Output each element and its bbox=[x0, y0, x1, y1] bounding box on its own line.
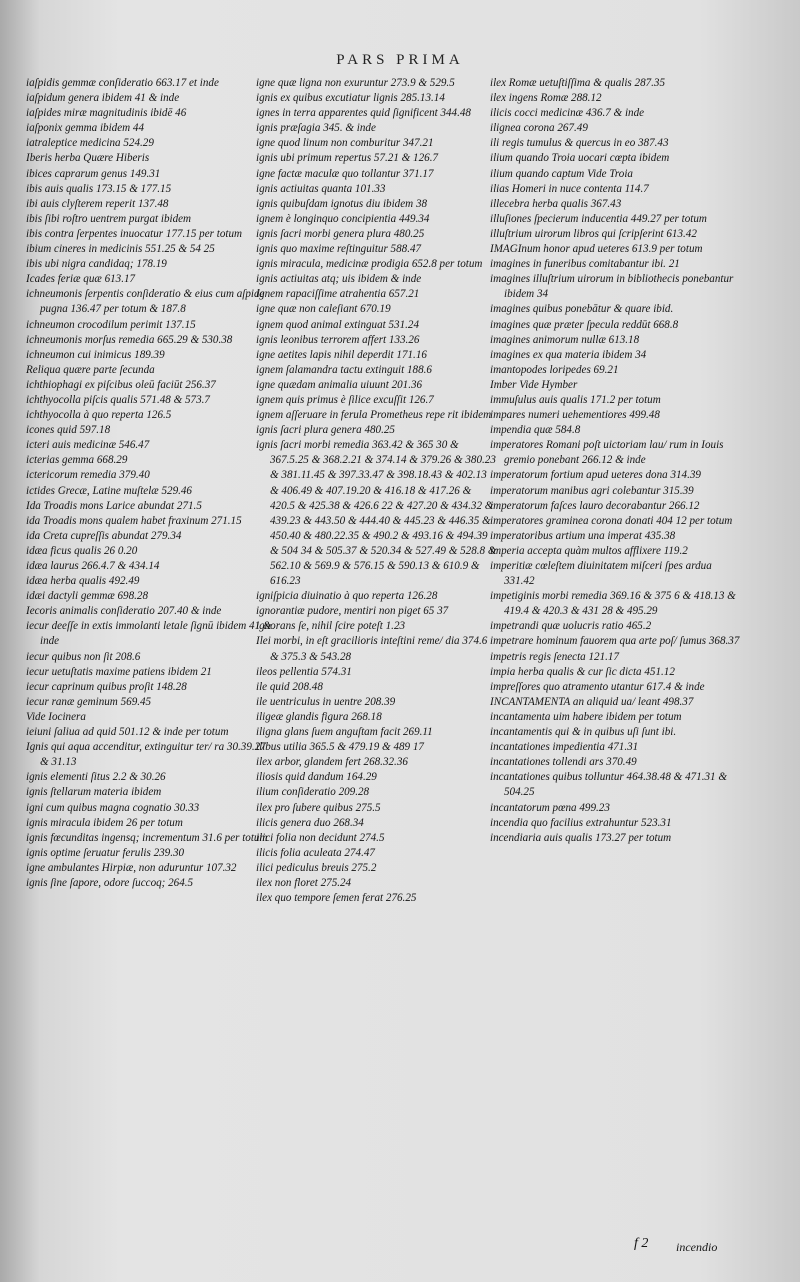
index-entry: iaſpides miræ magnitudinis ibidē 46 bbox=[26, 107, 187, 120]
index-entry: iaſpidis gemmæ conſideratio 663.17 et inde bbox=[26, 77, 219, 89]
index-entry: ibices caprarum genus 149.31 bbox=[26, 167, 161, 180]
index-entry: iliosis quid dandum 164.29 bbox=[256, 771, 377, 784]
index-entry: imperatores graminea corona donati 404 12 per totum bbox=[490, 514, 733, 527]
index-entry: incendia quo facilius extrahuntur 523.31 bbox=[490, 816, 672, 829]
index-entry: imperia accepta quàm multos afflixere 119.2 bbox=[490, 544, 688, 557]
index-entry: incantationes quibus tolluntur 464.38.48 & 471.31 & 504.25 bbox=[490, 771, 727, 799]
index-entry: imperatorum fortium apud ueteres dona 314.39 bbox=[490, 469, 701, 482]
index-entry: igne quæ non caleſiant 670.19 bbox=[256, 303, 391, 316]
index-entry: imagines animorum nullæ 613.18 bbox=[490, 333, 640, 346]
index-entry: Iecoris animalis conſideratio 207.40 & inde bbox=[26, 605, 222, 618]
catchword: incendio bbox=[676, 1240, 718, 1254]
index-entry: ichneumonis ſerpentis conſideratio & eius cum aſpide pugna 136.47 per totum & 187.8 bbox=[26, 288, 265, 316]
index-entry: impetrandi quæ uolucris ratio 465.2 bbox=[490, 620, 652, 633]
index-entry: ichthiophagi ex piſcibus oleū faciūt 256.37 bbox=[26, 378, 216, 391]
index-entry: idæa laurus 266.4.7 & 434.14 bbox=[26, 560, 160, 572]
index-column-2 bbox=[256, 76, 498, 906]
index-entry: icones quid 597.18 bbox=[26, 424, 111, 437]
index-column-3 bbox=[490, 76, 740, 846]
index-entry: igne quædam animalia uiuunt 201.36 bbox=[256, 378, 423, 391]
index-entry: impendia quæ 584.8 bbox=[490, 424, 581, 437]
index-entry: ibis ſibi roſtro uentrem purgat ibidem bbox=[26, 212, 192, 225]
index-entry: igne ambulantes Hirpiæ, non aduruntur 107.32 bbox=[26, 861, 237, 874]
index-entry: ida Creta cupreſſis abundat 279.34 bbox=[26, 529, 182, 542]
index-entry: igni cum quibus magna cognatio 30.33 bbox=[26, 801, 200, 814]
index-entry: iecur uetuſtatis maxime patiens ibidem 21 bbox=[26, 665, 212, 678]
index-entry: ilicis genera duo 268.34 bbox=[256, 816, 364, 829]
index-entry: iligeæ glandis figura 268.18 bbox=[256, 710, 382, 723]
index-entry: ignes in terra apparentes quid ſignificent 344.48 bbox=[256, 107, 471, 120]
index-entry: ichthyocolla à quo reperta 126.5 bbox=[26, 409, 172, 422]
index-entry: ignis quibuſdam ignotus diu ibidem 38 bbox=[256, 197, 428, 210]
index-entry: ilici folia non decidunt 274.5 bbox=[256, 831, 385, 844]
index-entry: ictericorum remedia 379.40 bbox=[26, 469, 150, 482]
index-entry: Ignis qui aqua accenditur, extinguitur ter/ ra 30.39.27 & 31.13 bbox=[26, 741, 266, 769]
index-entry: ignis optime ſeruatur ferulis 239.30 bbox=[26, 846, 185, 859]
index-entry: iecur deeſſe in extis immolanti letale ſignū ibidem 41 & inde bbox=[26, 620, 272, 648]
index-entry: iligna glans ſuem anguſtam facit 269.11 bbox=[256, 726, 433, 739]
index-entry: ignorans ſe, nihil ſcire poteſt 1.23 bbox=[256, 620, 406, 633]
index-entry: ile uentriculus in uentre 208.39 bbox=[256, 695, 396, 708]
index-entry: ignis ſtellarum materia ibidem bbox=[26, 786, 162, 799]
index-entry: imagines in funeribus comitabantur ibi. 21 bbox=[490, 258, 680, 271]
index-entry: ignis elementi ſitus 2.2 & 30.26 bbox=[26, 771, 166, 784]
index-entry: icterias gemma 668.29 bbox=[26, 454, 128, 467]
index-entry: ilex arbor, glandem fert 268.32.36 bbox=[256, 756, 408, 769]
index-entry: incendiaria auis qualis 173.27 per totum bbox=[490, 831, 672, 844]
index-entry: ilex pro ſubere quibus 275.5 bbox=[256, 801, 381, 814]
index-entry: Iberis herba Quære Hiberis bbox=[26, 152, 150, 165]
index-entry: incantatorum pœna 499.23 bbox=[490, 801, 610, 814]
index-entry: ilium conſideratio 209.28 bbox=[256, 786, 370, 799]
index-entry: ichneumon cui inimicus 189.39 bbox=[26, 348, 165, 361]
signature-mark: f 2 bbox=[634, 1236, 649, 1251]
index-entry: ili regis tumulus & quercus in eo 387.43 bbox=[490, 137, 669, 150]
index-entry: ignis ſacri plura genera 480.25 bbox=[256, 424, 395, 437]
index-entry: ieiuni ſaliua ad quid 501.12 & inde per totum bbox=[26, 726, 229, 739]
index-entry: ignis præſagia 345. & inde bbox=[256, 122, 376, 135]
index-entry: impetrare hominum fauorem qua arte poſ/ ſumus 368.37 bbox=[490, 635, 740, 648]
index-entry: imagines illuſtrium uirorum in bibliothecis ponebantur ibidem 34 bbox=[490, 273, 734, 301]
index-entry: ichneumonis morſus remedia 665.29 & 530.38 bbox=[26, 333, 233, 346]
index-entry: impares numeri uehementiores 499.48 bbox=[490, 409, 660, 422]
index-entry: igne quod linum non comburitur 347.21 bbox=[256, 137, 434, 150]
index-entry: illecebra herba qualis 367.43 bbox=[490, 197, 622, 210]
index-entry: Reliqua quære parte ſecunda bbox=[26, 363, 155, 376]
index-entry: IMAGInum honor apud ueteres 613.9 per totum bbox=[490, 243, 703, 256]
index-entry: ignem quis primus è ſilice excuſſit 126.7 bbox=[256, 393, 434, 406]
index-entry: incantationes impedientia 471.31 bbox=[490, 741, 639, 754]
index-entry: ilicis folia aculeata 274.47 bbox=[256, 846, 375, 859]
index-entry: igne aetites lapis nihil deperdit 171.16 bbox=[256, 348, 427, 361]
index-entry: ibi auis clyſterem reperit 137.48 bbox=[26, 197, 169, 210]
index-entry: ignem aſſeruare in ferula Prometheus repe rit ibidem bbox=[256, 409, 492, 422]
index-entry: ignis actiuitas atq; uis ibidem & inde bbox=[256, 273, 422, 286]
index-entry: Ilei morbi, in eſt gracilioris inteſtini reme/ dia 374.6 & 375.3 & 543.28 bbox=[256, 635, 488, 663]
index-entry: ignem ſalamandra tactu extinguit 188.6 bbox=[256, 363, 432, 376]
index-entry: ilium quando captum Vide Troia bbox=[490, 167, 633, 180]
index-entry: igne quæ ligna non exuruntur 273.9 & 529.5 bbox=[256, 77, 455, 89]
index-entry: ignis ſacri morbi genera plura 480.25 bbox=[256, 227, 425, 240]
index-entry: ignorantiæ pudore, mentiri non piget 65 37 bbox=[256, 605, 449, 618]
index-entry: ilex non floret 275.24 bbox=[256, 876, 352, 889]
index-entry: impreſſores quo atramento utantur 617.4 & inde bbox=[490, 680, 705, 693]
index-entry: ignis fœcunditas ingensq; incrementum 31.6 per totum bbox=[26, 831, 268, 844]
index-entry: igniſpicia diuinatio à quo reperta 126.28 bbox=[256, 590, 438, 603]
index-entry: iatraleptice medicina 524.29 bbox=[26, 137, 154, 150]
running-head: PARS PRIMA bbox=[336, 52, 464, 68]
index-entry: ileos pellentia 574.31 bbox=[256, 665, 352, 678]
index-entry: ibium cineres in medicinis 551.25 & 54 25 bbox=[26, 243, 215, 256]
index-entry: ignem rapaciſſime atrahentia 657.21 bbox=[256, 288, 420, 301]
index-entry: incantamentis qui & in quibus uſi ſunt ibi. bbox=[490, 726, 677, 739]
index-entry: Imber Vide Hymber bbox=[490, 378, 578, 391]
index-entry: ile quid 208.48 bbox=[256, 680, 323, 693]
index-entry: Icades feriæ quæ 613.17 bbox=[26, 273, 136, 286]
index-entry: imagines ex qua materia ibidem 34 bbox=[490, 348, 647, 361]
index-entry: impetiginis morbi remedia 369.16 & 375 6 & 418.13 & 419.4 & 420.3 & 431 28 & 495.29 bbox=[490, 590, 736, 618]
index-entry: ilias Homeri in nuce contenta 114.7 bbox=[490, 182, 649, 195]
index-entry: iaſpidum genera ibidem 41 & inde bbox=[26, 92, 180, 105]
index-entry: incantationes tollendi ars 370.49 bbox=[490, 756, 637, 769]
index-entry: Ida Troadis mons Larice abundat 271.5 bbox=[26, 499, 202, 512]
index-entry: ichthyocolla piſcis qualis 571.48 & 573.7 bbox=[26, 393, 210, 406]
index-entry: iecur quibus non ſit 208.6 bbox=[26, 650, 141, 663]
index-entry: imperatoribus artium una imperat 435.38 bbox=[490, 529, 676, 542]
index-entry: ilicis cocci medicinæ 436.7 & inde bbox=[490, 107, 645, 120]
index-entry: ignis quo maxime reſtinguitur 588.47 bbox=[256, 243, 422, 256]
index-entry: ignis ex quibus excutiatur lignis 285.13.14 bbox=[256, 92, 445, 105]
index-entry: illuſtrium uirorum libros qui ſcripſerint 613.42 bbox=[490, 227, 697, 240]
index-entry: iecur caprinum quibus proſit 148.28 bbox=[26, 680, 187, 693]
index-entry: imperatorum faſces lauro decorabantur 266.12 bbox=[490, 499, 700, 512]
index-entry: illuſiones ſpecierum inducentia 449.27 per totum bbox=[490, 212, 707, 225]
index-entry: imagines quæ præter ſpecula reddūt 668.8 bbox=[490, 318, 679, 331]
index-entry: ilignea corona 267.49 bbox=[490, 122, 588, 135]
index-entry: Vide Iocinera bbox=[26, 710, 86, 723]
index-entry: ignis leonibus terrorem affert 133.26 bbox=[256, 333, 420, 346]
index-entry: ictides Grecæ, Latine muſtelæ 529.46 bbox=[26, 484, 192, 497]
index-entry: INCANTAMENTA an aliquid ua/ leant 498.37 bbox=[490, 695, 694, 708]
index-entry: ignem quod animal extinguat 531.24 bbox=[256, 318, 419, 331]
index-entry: ilex ingens Romæ 288.12 bbox=[490, 92, 602, 105]
index-entry: ilibus utilia 365.5 & 479.19 & 489 17 bbox=[256, 741, 424, 754]
index-entry: ilex quo tempore ſemen ferat 276.25 bbox=[256, 892, 417, 905]
index-entry: ilici pediculus breuis 275.2 bbox=[256, 861, 377, 874]
index-entry: ichneumon crocodilum perimit 137.15 bbox=[26, 318, 196, 331]
index-entry: immuſulus auis qualis 171.2 per totum bbox=[490, 393, 661, 406]
index-entry: ignis actiuitas quanta 101.33 bbox=[256, 182, 386, 195]
index-entry: imperitiæ cœleſtem diuinitatem miſceri ſpes ardua 331.42 bbox=[490, 560, 712, 588]
index-entry: imantopodes loripedes 69.21 bbox=[490, 363, 619, 376]
index-entry: ignis miracula ibidem 26 per totum bbox=[26, 816, 183, 829]
index-entry: impia herba qualis & cur ſic dicta 451.12 bbox=[490, 665, 675, 678]
index-entry: ilex Romæ uetuſtiſſima & qualis 287.35 bbox=[490, 77, 666, 89]
index-entry: imagines quibus ponebātur & quare ibid. bbox=[490, 303, 674, 316]
index-entry: igne factæ maculæ quo tollantur 371.17 bbox=[256, 167, 434, 180]
index-entry: ignem è longinquo concipientia 449.34 bbox=[256, 212, 430, 225]
index-entry: ibis ubi nigra candidaq; 178.19 bbox=[26, 258, 167, 271]
index-entry: iaſponix gemma ibidem 44 bbox=[26, 122, 145, 135]
index-entry: icteri auis medicinæ 546.47 bbox=[26, 439, 150, 452]
index-entry: ibis auis qualis 173.15 & 177.15 bbox=[26, 182, 172, 195]
index-entry: idæi dactyli gemmæ 698.28 bbox=[26, 590, 149, 603]
index-entry: impetris regis ſenecta 121.17 bbox=[490, 650, 619, 663]
index-entry: ignis ſacri morbi remedia 363.42 & 365 30 & 367.5.25 & 368.2.21 & 374.14 & 379.26 & 380.23 & 381.11.45 & 397.33.47 & 398.18.43 & 402.13 & 406.49 & 407.19.20 & 416.18 & 417.26 & 420.5 & 425.38 & 426.6 22 & 427.20 & 434.32 & 439.23 & 443.50 & 444.40 & 445.23 & 446.35 & 450.40 & 480.22.35 & 490.2 & 493.16 & 494.39 & 504 34 & 505.37 & 520.34 & 527.49 & 528.8 & 562.10 & 569.9 & 576.15 & 590.13 & 610.9 & 616.23 bbox=[256, 439, 497, 588]
index-column-1 bbox=[26, 76, 274, 891]
index-entry: idæa herba qualis 492.49 bbox=[26, 575, 140, 588]
index-entry: ignis ſine ſapore, odore ſuccoq; 264.5 bbox=[26, 876, 194, 889]
index-entry: ilium quando Troia uocari cœpta ibidem bbox=[490, 152, 670, 165]
index-entry: iecur ranæ geminum 569.45 bbox=[26, 695, 152, 708]
index-entry: idæa ficus qualis 26 0.20 bbox=[26, 544, 138, 557]
index-entry: imperatorum manibus agri colebantur 315.39 bbox=[490, 484, 694, 497]
index-entry: ignis miracula, medicinæ prodigia 652.8 per totum bbox=[256, 258, 483, 271]
index-entry: ignis ubi primum repertus 57.21 & 126.7 bbox=[256, 152, 439, 165]
index-entry: ida Troadis mons qualem habet fraxinum 271.15 bbox=[26, 514, 242, 527]
index-entry: incantamenta uim habere ibidem per totum bbox=[490, 710, 682, 723]
index-entry: imperatores Romani poſt uictoriam lau/ rum in Iouis gremio ponebant 266.12 & inde bbox=[490, 439, 724, 467]
index-entry: ibis contra ſerpentes inuocatur 177.15 per totum bbox=[26, 227, 243, 240]
